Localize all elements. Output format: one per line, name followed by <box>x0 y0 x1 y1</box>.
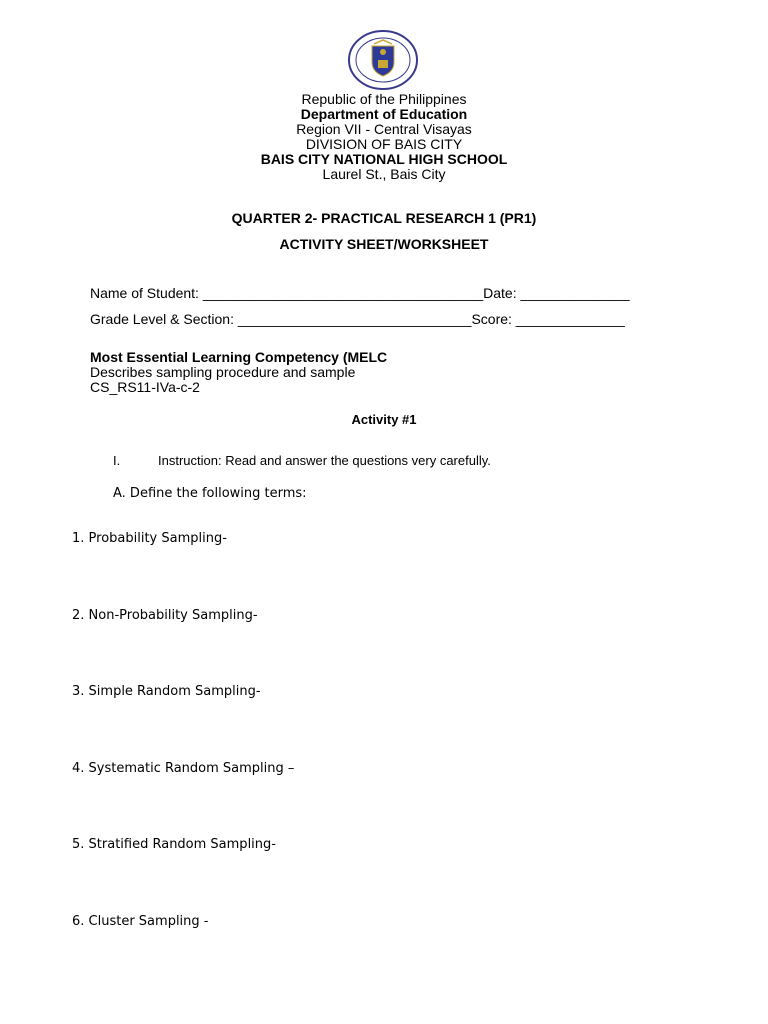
term-item: 6. Cluster Sampling - <box>72 914 209 929</box>
instruction-number: I. <box>113 453 121 468</box>
header-republic: Republic of the Philippines <box>301 91 467 107</box>
melc-block <box>90 350 387 395</box>
header-school: BAIS CITY NATIONAL HIGH SCHOOL <box>260 151 508 167</box>
instruction-text: Instruction: Read and answer the questions very carefully. <box>158 453 491 468</box>
melc-heading: Most Essential Learning Competency (MELC <box>90 349 388 365</box>
header-department: Department of Education <box>300 106 468 122</box>
header-address: Laurel St., Bais City <box>322 166 446 182</box>
melc-code: CS_RS11-IVa-c-2 <box>90 379 200 395</box>
header-division: DIVISION OF BAIS CITY <box>305 136 463 152</box>
term-item: 2. Non-Probability Sampling- <box>72 608 258 623</box>
grade-section-score-field: Grade Level & Section: ______________________________Score: ______________ <box>90 311 625 327</box>
term-item: 5. Stratified Random Sampling- <box>72 837 276 852</box>
activity-title: Activity #1 <box>351 412 417 427</box>
student-name-date-field: Name of Student: ____________________________________Date: ______________ <box>90 285 630 301</box>
term-item: 1. Probability Sampling- <box>72 531 227 546</box>
section-a-heading: A. Define the following terms: <box>113 486 307 501</box>
worksheet-title: ACTIVITY SHEET/WORKSHEET <box>279 236 489 252</box>
deped-seal-logo <box>348 30 418 90</box>
term-item: 3. Simple Random Sampling- <box>72 684 261 699</box>
term-item: 4. Systematic Random Sampling – <box>72 761 295 776</box>
quarter-title: QUARTER 2- PRACTICAL RESEARCH 1 (PR1) <box>231 210 537 226</box>
melc-description: Describes sampling procedure and sample <box>90 364 356 380</box>
header-region: Region VII - Central Visayas <box>296 121 472 137</box>
